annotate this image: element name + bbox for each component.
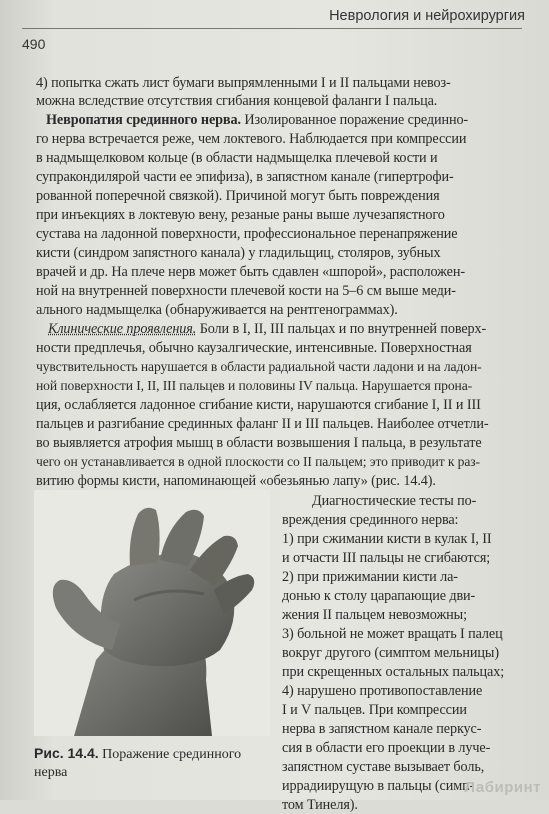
text-line: 3) больной не может вращать I палец <box>282 626 503 642</box>
hand-illustration <box>34 490 270 736</box>
text-line: вреждения срединного нерва: <box>282 512 459 528</box>
hand-photo <box>34 490 270 736</box>
subheading-line <box>48 320 486 338</box>
page-number: 490 <box>22 36 46 52</box>
text-line: нерва в запястном канале перкус- <box>282 721 482 737</box>
text-line: жения II пальцем невозможны; <box>282 607 467 623</box>
text-line: ального надмыщелка (обнаруживается на рентгенограммах). <box>36 302 398 318</box>
section-heading: Невропатия срединного нерва. <box>46 112 241 128</box>
text-line: сустава на ладонной поверхности, профессиональное перенапряжение <box>36 226 458 242</box>
caption-text: Поражение срединного <box>98 747 242 762</box>
subheading: Клинические проявления. <box>48 321 197 337</box>
text-line: Диагностические тесты по- <box>312 493 477 509</box>
text-line: вокруг другого (симптом мельницы) <box>282 645 499 661</box>
text-line: в надмыщелковом кольце (в области надмыщелка плечевой кости и <box>36 150 438 166</box>
text-line: 1) при сжимании кисти в кулак I, II <box>282 531 492 547</box>
text-line: можна вследствие отсутствия сгибания концевой фаланги I пальца. <box>36 93 438 109</box>
text-line: ной поверхности I, II, III пальцев и половины IV пальца. Нарушается прона- <box>36 378 473 393</box>
text-line: сия в области его проекции в луче- <box>282 740 491 756</box>
text-line: во выявляется атрофия мышц в области возвышения I пальца, в результате <box>36 435 482 451</box>
text-line: врачей и др. На плече нерв может быть сдавлен «шпорой», расположен- <box>36 264 465 280</box>
running-title: Неврология и нейрохирургия <box>329 8 525 24</box>
text-line: иррадиирущую в пальцы (симп- <box>282 778 475 794</box>
text-line: ности предплечья, обычно каузалгические, интенсивные. Поверхностная <box>36 340 472 356</box>
text-line: витию формы кисти, напоминающей «обезьянью лапу» (рис. 14.4). <box>36 473 436 489</box>
text-line: чего он устанавливается в одной плоскости со II пальцем; это приводит к раз- <box>36 454 480 469</box>
text-line: запястном суставе вызывает боль, <box>282 759 485 775</box>
text-line: ной на внутренней поверхности плечевой кости на 5–6 см выше меди- <box>36 283 456 299</box>
text-line: том Тинеля). <box>282 797 358 813</box>
text-line: донью к столу царапающие дви- <box>282 588 476 604</box>
header-divider <box>22 28 522 29</box>
text-line: при скрещенных остальных пальцах; <box>282 664 505 680</box>
text-line: го нерва встречается реже, чем локтевого. Наблюдается при компрессии <box>36 131 467 147</box>
text-line: при инъекциях в локтевую вену, резаные раны выше лучезапястного <box>36 207 445 223</box>
text-span: Боли в I, II, III пальцах и по внутренней поверх- <box>196 321 487 337</box>
text-line: пальцев и разгибание срединных фаланг II и III пальцев. Наиболее отчетли- <box>36 416 489 432</box>
text-line: супракондилярой части ее эпифиза), в запястном канале (гипертрофи- <box>36 169 454 185</box>
watermark: Лабиринт <box>464 779 541 796</box>
text-span: Изолированное поражение срединно- <box>240 112 469 128</box>
text-line: чувствительность нарушается в области радиальной части ладони и на ладон- <box>36 359 482 374</box>
text-line: 2) при прижимании кисти ла- <box>282 569 458 585</box>
text-line: ция, ослабляется ладонное сгибание кисти, нарушаются сгибание I, II и III <box>36 397 481 413</box>
figure-label: Рис. 14.4. <box>34 745 99 761</box>
figure-caption <box>34 744 241 782</box>
index-finger <box>130 508 160 566</box>
text-line: 4) нарушено противопоставление <box>282 683 483 699</box>
text-line: и отчасти III пальцы не сгибаются; <box>282 550 491 566</box>
caption-text-line2: нерва <box>34 765 68 780</box>
text-line: 4) попытка сжать лист бумаги выпрямленными I и II пальцами невоз- <box>36 75 451 91</box>
text-line: I и V пальцев. При компрессии <box>282 702 467 718</box>
text-line: кисти (синдром запястного канала) у гладильщиц, столяров, зубных <box>36 245 441 261</box>
page-header <box>0 0 549 52</box>
section-heading-line <box>46 111 468 129</box>
text-line: рованной поперечной связкой). Причиной могут быть повреждения <box>36 188 440 204</box>
